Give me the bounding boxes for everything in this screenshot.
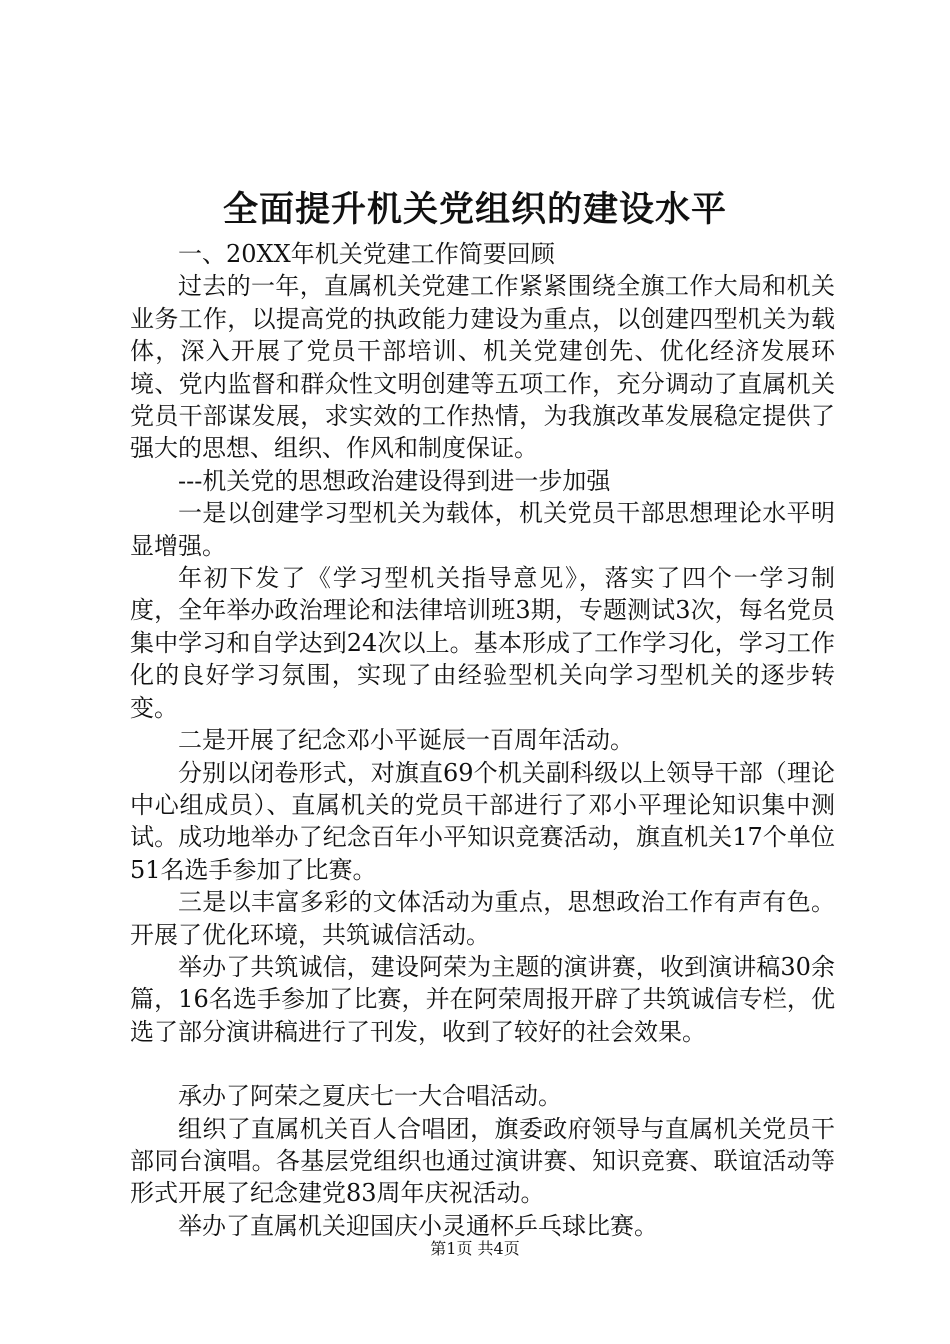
page-number-footer: 第1页 共4页 (430, 1239, 520, 1258)
paragraph: 过去的一年，直属机关党建工作紧紧围绕全旗工作大局和机关业务工作，以提高党的执政能力建设为重点，以创建四型机关为载体，深入开展了党员干部培训、机关党建创先、优化经济发展环境、党内监督和群众性文明创建等五项工作，充分调动了直属机关党员干部谋发展，求实效的工作热情，为我旗改革发展稳定提供了强大的思想、组织、作风和制度保证。 (130, 272, 835, 463)
paragraph: 举办了直属机关迎国庆小灵通杯乒乓球比赛。 (178, 1211, 658, 1240)
section-heading: 一、20XX年机关党建工作简要回顾 (178, 240, 555, 268)
paragraph: 承办了阿荣之夏庆七一大合唱活动。 (178, 1082, 562, 1111)
subsection-heading: ---机关党的思想政治建设得到进一步加强 (178, 466, 611, 495)
paragraph: 组织了直属机关百人合唱团，旗委政府领导与直属机关党员干部同台演唱。各基层党组织也通过演讲赛、知识竞赛、联谊活动等形式开展了纪念建党83周年庆祝活动。 (130, 1114, 835, 1208)
paragraph: 三是以丰富多彩的文体活动为重点，思想政治工作有声有色。开展了优化环境，共筑诚信活动。 (130, 888, 835, 949)
paragraph: 举办了共筑诚信，建设阿荣为主题的演讲赛，收到演讲稿30余篇，16名选手参加了比赛，并在阿荣周报开辟了共筑诚信专栏，优选了部分演讲稿进行了刊发，收到了较好的社会效果。 (130, 952, 835, 1046)
paragraph: 一是以创建学习型机关为载体，机关党员干部思想理论水平明显增强。 (130, 499, 835, 560)
document-body (130, 238, 835, 1242)
paragraph: 二是开展了纪念邓小平诞辰一百周年活动。 (178, 726, 634, 755)
paragraph: 分别以闭卷形式，对旗直69个机关副科级以上领导干部（理论中心组成员）、直属机关的党员干部进行了邓小平理论知识集中测试。成功地举办了纪念百年小平知识竞赛活动，旗直机关17个单位51名选手参加了比赛。 (130, 758, 835, 884)
paragraph: 年初下发了《学习型机关指导意见》，落实了四个一学习制度，全年举办政治理论和法律培训班3期，专题测试3次，每名党员集中学习和自学达到24次以上。基本形成了工作学习化，学习工作化的良好学习氛围，实现了由经验型机关向学习型机关的逐步转变。 (130, 564, 835, 722)
document-title: 全面提升机关党组织的建设水平 (222, 189, 727, 230)
